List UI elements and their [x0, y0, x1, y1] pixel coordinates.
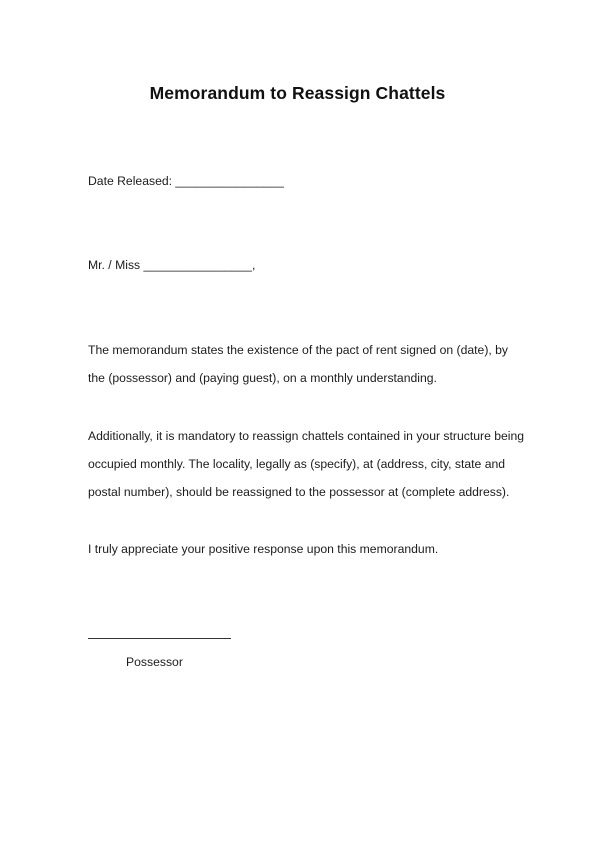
salutation-line: Mr. / Miss ________________, [88, 258, 256, 272]
paragraph1-line2: the (possessor) and (paying guest), on a monthly understanding. [88, 371, 437, 385]
signature-line [88, 638, 231, 639]
signature-label: Possessor [126, 655, 183, 669]
date-released-line: Date Released: ________________ [88, 174, 284, 188]
closing-line: I truly appreciate your positive response upon this memorandum. [88, 542, 439, 556]
paragraph2-line2: occupied monthly. The locality, legally as (specify), at (address, city, state and [88, 457, 506, 471]
paragraph2-line3: postal number), should be reassigned to the possessor at (complete address). [88, 485, 510, 499]
document-title: Memorandum to Reassign Chattels [149, 83, 446, 103]
paragraph1-line1: The memorandum states the existence of the pact of rent signed on (date), by [88, 343, 509, 357]
paragraph2-line1: Additionally, it is mandatory to reassign chattels contained in your structure being [88, 429, 525, 443]
